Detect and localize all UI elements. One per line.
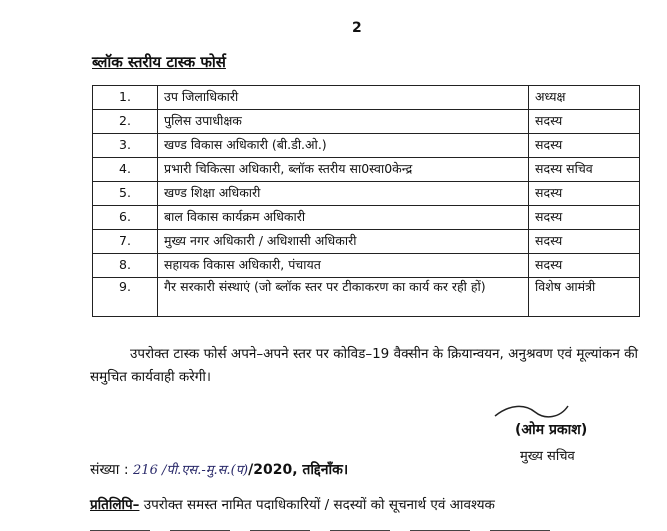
copy-line bbox=[90, 495, 650, 513]
table-row bbox=[93, 110, 640, 134]
row-role: सदस्य bbox=[529, 230, 640, 254]
copy-text: उपरोक्त समस्त नामित पदाधिकारियों / सदस्यों को सूचनार्थ एवं आवश्यक bbox=[143, 497, 495, 513]
table-row bbox=[93, 158, 640, 182]
page-number: 2 bbox=[352, 20, 362, 36]
row-number: 3. bbox=[93, 134, 158, 158]
table-row bbox=[93, 86, 640, 110]
row-number: 4. bbox=[93, 158, 158, 182]
row-role: विशेष आमंत्री bbox=[529, 278, 640, 317]
row-name: सहायक विकास अधिकारी, पंचायत bbox=[158, 254, 529, 278]
row-name: पुलिस उपाधीक्षक bbox=[158, 110, 529, 134]
row-name: खण्ड विकास अधिकारी (बी.डी.ओ.) bbox=[158, 134, 529, 158]
task-force-table bbox=[92, 85, 640, 317]
row-name: खण्ड शिक्षा अधिकारी bbox=[158, 182, 529, 206]
row-number: 5. bbox=[93, 182, 158, 206]
row-name: उप जिलाधिकारी bbox=[158, 86, 529, 110]
row-number: 8. bbox=[93, 254, 158, 278]
copy-label: प्रतिलिपि– bbox=[90, 497, 140, 513]
reference-label: संख्या : bbox=[90, 462, 129, 478]
row-role: सदस्य सचिव bbox=[529, 158, 640, 182]
row-role: सदस्य bbox=[529, 206, 640, 230]
signature-mark bbox=[490, 400, 570, 422]
row-role: सदस्य bbox=[529, 182, 640, 206]
section-heading: ब्लॉक स्तरीय टास्क फोर्स bbox=[92, 53, 226, 71]
table-row bbox=[93, 182, 640, 206]
table-row bbox=[93, 230, 640, 254]
row-role: अध्यक्ष bbox=[529, 86, 640, 110]
row-number: 7. bbox=[93, 230, 158, 254]
signatory-name: (ओम प्रकाश) bbox=[515, 422, 588, 438]
row-role: सदस्य bbox=[529, 254, 640, 278]
table-row bbox=[93, 134, 640, 158]
row-number: 1. bbox=[93, 86, 158, 110]
row-name: गैर सरकारी संस्थाएं (जो ब्लॉक स्तर पर टीकाकरण का कार्य कर रही हों) bbox=[158, 278, 529, 317]
row-name: मुख्य नगर अधिकारी / अधिशासी अधिकारी bbox=[158, 230, 529, 254]
row-name: प्रभारी चिकित्सा अधिकारी, ब्लॉक स्तरीय सा0स्वा0केन्द्र bbox=[158, 158, 529, 182]
cut-off-line bbox=[90, 517, 630, 531]
row-number: 2. bbox=[93, 110, 158, 134]
signatory-title: मुख्य सचिव bbox=[520, 449, 575, 464]
body-paragraph: उपरोक्त टास्क फोर्स अपने–अपने स्तर पर कोविड–19 वैक्सीन के क्रियान्वयन, अनुश्रवण एवं मूल्यांकन की समुचित कार्यवाही करेगी। bbox=[90, 346, 638, 385]
row-name: बाल विकास कार्यक्रम अधिकारी bbox=[158, 206, 529, 230]
row-number: 6. bbox=[93, 206, 158, 230]
table-row bbox=[93, 278, 640, 317]
table-row bbox=[93, 254, 640, 278]
row-number: 9. bbox=[93, 278, 158, 317]
row-role: सदस्य bbox=[529, 134, 640, 158]
row-role: सदस्य bbox=[529, 110, 640, 134]
reference-suffix: /2020, तद्दिनाँक। bbox=[248, 462, 349, 478]
reference-number: 216 /पी.एस.-मु.स.(प) bbox=[133, 463, 249, 478]
reference-line bbox=[90, 460, 348, 479]
table-row bbox=[93, 206, 640, 230]
